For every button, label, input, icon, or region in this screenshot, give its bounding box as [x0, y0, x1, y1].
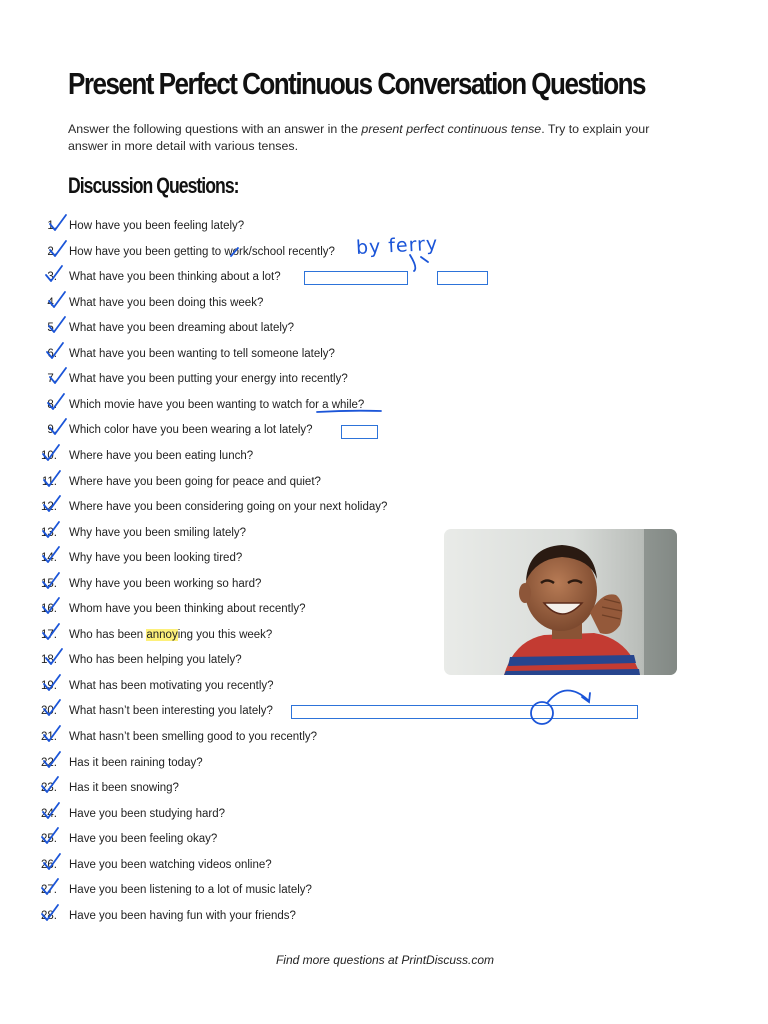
check-stroke: [44, 726, 60, 741]
check-icon: [42, 698, 64, 718]
check-icon: [48, 366, 70, 386]
question-text: What have you been thinking about a lot?: [69, 271, 281, 283]
question-item: [0, 446, 440, 466]
question-item: [0, 497, 440, 517]
question-number: 15.: [41, 578, 57, 590]
question-number: 3.: [47, 271, 57, 283]
check-icon: [44, 264, 66, 284]
check-stroke: [47, 343, 63, 358]
check-stroke: [50, 368, 66, 383]
question-number: 17.: [41, 629, 57, 641]
question-text: [69, 625, 272, 645]
check-stroke: [42, 777, 58, 792]
check-icon: [40, 903, 62, 923]
check-stroke: [48, 394, 64, 409]
question-text: Has it been raining today?: [69, 757, 203, 769]
question-text: Have you been studying hard?: [69, 808, 225, 820]
answer-box-q20[interactable]: [291, 705, 638, 719]
check-icon: [41, 443, 63, 463]
question-text: What have you been doing this week?: [69, 297, 264, 309]
check-stroke: [44, 700, 60, 715]
check-stroke: [42, 828, 58, 843]
check-icon: [40, 775, 62, 795]
check-icon: [45, 341, 67, 361]
answer-box-q9[interactable]: [341, 425, 378, 439]
question-text: Which movie have you been wanting to watch for a while?: [69, 399, 365, 411]
question-text: What hasn’t been smelling good to you recently?: [69, 731, 318, 743]
question-text: Have you been feeling okay?: [69, 833, 218, 845]
question-item: [0, 369, 440, 389]
check-stroke: [46, 266, 62, 281]
question-text: Have you been listening to a lot of music lately?: [69, 884, 312, 896]
check-stroke: [44, 471, 60, 486]
check-icon: [42, 673, 64, 693]
highlighted-word: annoy: [146, 629, 178, 641]
check-icon: [42, 750, 64, 770]
check-stroke: [50, 241, 66, 256]
question-item: [0, 880, 440, 900]
question-number: 2.: [47, 246, 57, 258]
smiling-boy-photo: [444, 529, 677, 675]
question-number: 21.: [41, 731, 57, 743]
question-number: 11.: [41, 476, 57, 488]
question-item: [0, 523, 440, 543]
question-number: 14.: [41, 552, 57, 564]
check-icon: [48, 417, 70, 437]
section-heading: Discussion Questions:: [68, 173, 239, 198]
question-item: [0, 650, 440, 670]
check-icon: [44, 647, 66, 667]
question-text: Why have you been working so hard?: [69, 578, 262, 590]
question-item: [0, 548, 440, 568]
footer-link[interactable]: Find more questions at PrintDiscuss.com: [275, 953, 495, 967]
question-number: 20.: [41, 705, 57, 717]
question-text: Whom have you been thinking about recently?: [69, 603, 306, 615]
question-text: Have you been watching videos online?: [69, 859, 272, 871]
check-icon: [48, 239, 70, 259]
question-item: [0, 727, 440, 747]
check-icon: [42, 724, 64, 744]
question-text: How have you been getting to work/school recently?: [69, 246, 335, 258]
question-number: 7.: [47, 373, 57, 385]
question-item: [0, 293, 440, 313]
check-stroke: [50, 215, 66, 230]
question-text: What have you been dreaming about lately?: [69, 322, 295, 334]
check-icon: [41, 596, 63, 616]
question-number: 27.: [41, 884, 57, 896]
question-number: 24.: [41, 808, 57, 820]
instructions-emphasis: present perfect continuous tense: [361, 122, 542, 136]
check-stroke: [42, 905, 58, 920]
question-text: Has it been snowing?: [69, 782, 179, 794]
question-text: How have you been feeling lately?: [69, 220, 245, 232]
question-text: Why have you been looking tired?: [69, 552, 243, 564]
question-item: [0, 855, 440, 875]
check-stroke: [44, 854, 60, 869]
instructions-tail: . Try to explain your answer in more detail with various tenses.: [68, 122, 650, 153]
check-icon: [41, 622, 63, 642]
question-number: 5.: [47, 322, 57, 334]
question-item: [0, 753, 440, 773]
check-icon: [48, 213, 70, 233]
question-number: 28.: [41, 910, 57, 922]
question-number: 19.: [41, 680, 57, 692]
question-text: What has been motivating you recently?: [69, 680, 274, 692]
question-number: 25.: [41, 833, 57, 845]
check-icon: [42, 469, 64, 489]
check-icon: [47, 290, 69, 310]
question-number: 23.: [41, 782, 57, 794]
answer-box-q3-b[interactable]: [437, 271, 488, 285]
check-stroke: [43, 522, 59, 537]
check-stroke: [43, 803, 59, 818]
check-icon: [41, 801, 63, 821]
check-stroke: [43, 445, 59, 460]
check-stroke: [44, 496, 60, 511]
check-stroke: [49, 317, 65, 332]
question-text: Where have you been eating lunch?: [69, 450, 254, 462]
question-text-end: ing you this week?: [177, 629, 273, 641]
check-stroke: [49, 292, 65, 307]
question-number: 6.: [47, 348, 57, 360]
check-stroke: [43, 624, 59, 639]
question-text: Have you been having fun with your friends?: [69, 910, 296, 922]
question-number: 13.: [41, 527, 57, 539]
question-item: [0, 804, 440, 824]
check-stroke: [43, 573, 59, 588]
question-number: 9.: [47, 424, 57, 436]
question-item: [0, 318, 440, 338]
check-icon: [41, 545, 63, 565]
question-text: What have you been putting your energy into recently?: [69, 373, 348, 385]
question-text: What have you been wanting to tell someone lately?: [69, 348, 335, 360]
question-number: 22.: [41, 757, 57, 769]
question-number: 8.: [47, 399, 57, 411]
handwritten-answer: by ferry: [355, 232, 439, 259]
check-stroke: [44, 752, 60, 767]
question-item: [0, 574, 440, 594]
question-text: Where have you been considering going on your next holiday?: [69, 501, 388, 513]
check-icon: [42, 494, 64, 514]
question-item: [0, 829, 440, 849]
question-item: [0, 778, 440, 798]
question-number: 26.: [41, 859, 57, 871]
check-stroke: [43, 598, 59, 613]
answer-box-q3-a[interactable]: [304, 271, 408, 285]
question-item: [0, 472, 440, 492]
question-item: [0, 676, 440, 696]
check-stroke: [42, 879, 58, 894]
question-item: [0, 599, 440, 619]
question-number: 12.: [41, 501, 57, 513]
question-number: 1.: [47, 220, 57, 232]
question-text: Which color have you been wearing a lot lately?: [69, 424, 313, 436]
check-icon: [41, 571, 63, 591]
question-text: What hasn’t been interesting you lately?: [69, 705, 273, 717]
question-item: [0, 216, 440, 236]
question-item: [0, 395, 440, 415]
instructions-lead: Answer the following questions with an answer in the: [68, 122, 362, 136]
check-icon: [41, 520, 63, 540]
check-icon: [47, 315, 69, 335]
question-number: 4.: [47, 297, 57, 309]
check-icon: [40, 826, 62, 846]
check-stroke: [46, 649, 62, 664]
question-item: [0, 625, 440, 645]
question-text: Who has been helping you lately?: [69, 654, 242, 666]
question-number: 16.: [41, 603, 57, 615]
check-stroke: [44, 675, 60, 690]
question-number: 18.: [41, 654, 57, 666]
check-icon: [42, 852, 64, 872]
question-text-start: Who has been: [69, 629, 147, 641]
check-icon: [46, 392, 68, 412]
question-text: Where have you been going for peace and quiet?: [69, 476, 321, 488]
question-item: [0, 344, 440, 364]
question-text: Why have you been smiling lately?: [69, 527, 247, 539]
check-icon: [40, 877, 62, 897]
question-item: [0, 906, 440, 926]
check-stroke: [50, 419, 66, 434]
check-stroke: [43, 547, 59, 562]
page-title: Present Perfect Continuous Conversation Questions: [68, 66, 646, 101]
question-number: 10.: [41, 450, 57, 462]
